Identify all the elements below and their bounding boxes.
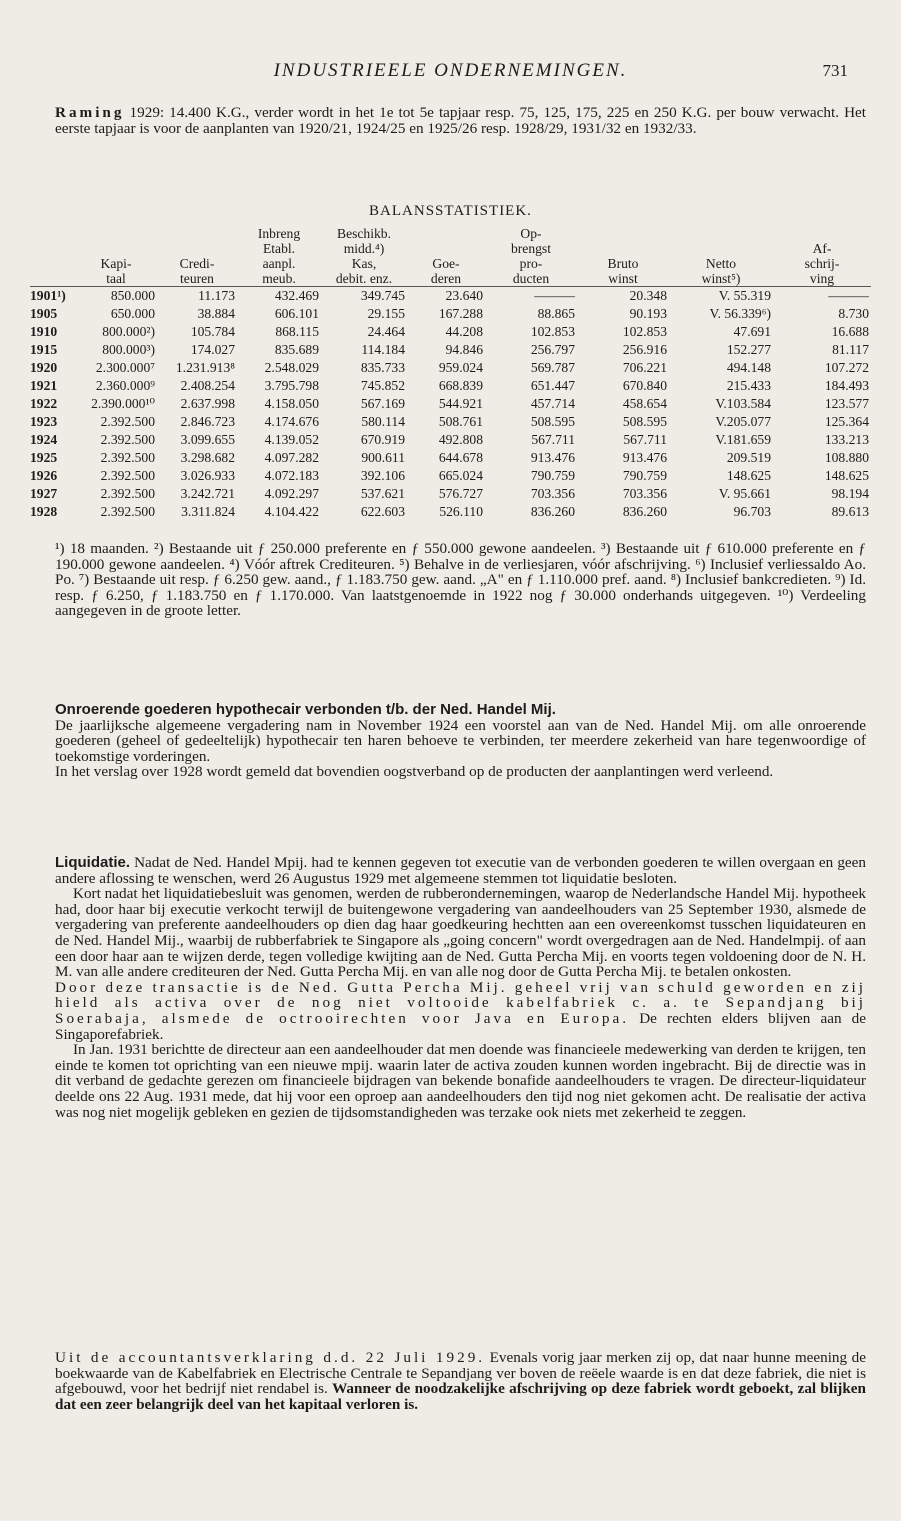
table-cell: 4.158.050	[264, 396, 319, 411]
table-cell: 256.797	[530, 342, 575, 357]
accountant-text: Evenals vorig jaar merken zij op, dat naar hunne meening de boekwaarde van de Kabelfabriek en Electrische Centrale te Sepandjang ver boven de reëele waarde is en dat deze fabriek, die niet is afgebouwd, voor het bedrijf niet rendabel is.	[55, 1349, 866, 1398]
table-cell: V. 56.339⁶)	[709, 306, 771, 321]
table-header-row	[30, 226, 871, 287]
table-cell: 3.099.655	[180, 432, 235, 447]
table-cell: V.205.077	[715, 414, 771, 429]
table-cell: 108.880	[824, 450, 869, 465]
table-row	[30, 287, 871, 306]
table-cell: 3.311.824	[181, 504, 235, 519]
table-cell: 703.356	[622, 486, 667, 501]
table-cell: 3.026.933	[180, 468, 235, 483]
table-cell: 184.493	[824, 378, 869, 393]
table-cell: 152.277	[726, 342, 771, 357]
table-title: BALANSSTATISTIEK.	[369, 203, 532, 219]
liquidatie-text-2: Kort nadat het liquidatiebesluit was genomen, werden de rubberondernemingen, waarop de Nederlandsche Handel Mij. hypotheek had, door haar bij executie verkocht terwijl de buitengewone vergadering van aandeelhouders van 25 September 1930, alsmede de vergadering van preferente aandeelhouders op dien dag haar goedkeuring hechtten aan een overeenkomst tusschen liquidateuren en de Ned. Handel Mij., waarbij de rubberfabriek te Singapore als „going concern" wordt overgedragen aan de Ned. Handelmpij. of aan een door haar aan te wijzen derde, tegen volledige kwijting aan de Ned. Gutta Percha Mij. en voorts tegen voldoening door de N. H. M. van alle andere crediteuren der Ned. Gutta Percha Mij. en van alle nog door de Gutta Percha Mij. te betalen onkosten.	[55, 885, 866, 981]
table-column-header: Bruto winst	[577, 226, 669, 287]
liquidatie-text-1: Nadat de Ned. Handel Mpij. had te kennen gegeven tot executie van de verbonden goederen te willen overgaan en geen andere aflossing te wenschen, werd 26 Augustus 1929 met algemeene stemmen tot liquidatie besloten.	[55, 854, 866, 887]
table-cell: 114.184	[361, 342, 405, 357]
table-cell: 256.916	[622, 342, 667, 357]
table-cell: 567.711	[531, 432, 575, 447]
table-row	[30, 431, 871, 449]
raming-paragraph	[55, 105, 866, 136]
table-cell: V. 95.661	[718, 486, 771, 501]
table-cell: 94.846	[445, 342, 483, 357]
table-cell: 2.392.500	[100, 432, 155, 447]
table-year-cell: 1915	[30, 342, 58, 357]
table-row	[30, 485, 871, 503]
liquidatie-spaced-tail: De rechten elders blijven aan de Singaporefabriek.	[55, 1009, 866, 1043]
table-cell: ———	[828, 288, 869, 303]
table-cell: 349.745	[360, 288, 405, 303]
table-column-header: Op- brengst pro- ducten	[485, 226, 577, 287]
table-cell: V.181.659	[715, 432, 771, 447]
table-cell: 209.519	[726, 450, 771, 465]
onroerende-text-1: De jaarlijksche algemeene vergadering nam in November 1924 een voorstel aan van de Ned. Handel Mij. om alle onroerende goederen (geheel of gedeeltelijk) hypothecair ten haren behoeve te verbinden, ter meerdere zekerheid van hare tegenwoordige of toekomstige vorderingen.	[55, 716, 866, 765]
table-cell: 2.300.000⁷	[95, 360, 155, 375]
table-cell: 8.730	[838, 306, 869, 321]
table-cell: 800.000²)	[102, 324, 155, 339]
table-cell: ———	[534, 288, 575, 303]
table-row	[30, 413, 871, 431]
table-cell: 2.392.500	[100, 450, 155, 465]
table-cell: 392.106	[360, 468, 405, 483]
table-cell: 706.221	[622, 360, 667, 375]
accountant-section	[55, 1350, 866, 1412]
table-cell: 3.795.798	[264, 378, 319, 393]
table-cell: 790.759	[622, 468, 667, 483]
table-cell: 458.654	[622, 396, 667, 411]
table-cell: 492.808	[438, 432, 483, 447]
table-cell: 606.101	[274, 306, 319, 321]
table-row	[30, 341, 871, 359]
table-year-cell: 1922	[30, 396, 58, 411]
table-cell: 2.548.029	[264, 360, 319, 375]
table-cell: 44.208	[445, 324, 483, 339]
table-column-header: Goe- deren	[407, 226, 485, 287]
table-cell: 1.231.913⁸	[175, 360, 235, 375]
table-row	[30, 323, 871, 341]
table-cell: 3.242.721	[180, 486, 235, 501]
table-year-cell: 1928	[30, 504, 58, 519]
table-cell: 2.392.500	[100, 486, 155, 501]
table-cell: 123.577	[824, 396, 869, 411]
table-column-header: Inbreng Etabl. aanpl. meub.	[237, 226, 321, 287]
table-column-header: Netto winst⁵)	[669, 226, 773, 287]
running-header: INDUSTRIEELE ONDERNEMINGEN.	[273, 60, 628, 81]
table-cell: 567.711	[623, 432, 667, 447]
table-column-header: Credi- teuren	[157, 226, 237, 287]
table-cell: 133.213	[824, 432, 869, 447]
table-cell: 835.689	[274, 342, 319, 357]
table-cell: 508.761	[438, 414, 483, 429]
table-cell: 668.839	[438, 378, 483, 393]
table-year-cell: 1926	[30, 468, 58, 483]
table-cell: 622.603	[360, 504, 405, 519]
table-cell: 670.840	[622, 378, 667, 393]
table-cell: V.103.584	[715, 396, 771, 411]
table-cell: 167.288	[438, 306, 483, 321]
table-cell: 88.865	[537, 306, 575, 321]
accountant-bold: Wanneer de noodzakelijke afschrijving op deze fabriek wordt geboekt, zal blijken dat een zeer belangrijk deel van het kapitaal verloren is.	[55, 1380, 866, 1413]
table-cell: 89.613	[831, 504, 869, 519]
balance-table	[30, 226, 871, 521]
table-cell: 47.691	[733, 324, 771, 339]
table-cell: 90.193	[629, 306, 667, 321]
table-cell: 800.000³)	[102, 342, 155, 357]
table-cell: 868.115	[275, 324, 319, 339]
table-cell: 4.139.052	[264, 432, 319, 447]
table-cell: 81.117	[832, 342, 869, 357]
table-cell: 29.155	[367, 306, 405, 321]
table-cell: 102.853	[622, 324, 667, 339]
table-cell: 959.024	[438, 360, 483, 375]
table-column-header: Kapi- taal	[75, 226, 157, 287]
table-cell: 913.476	[622, 450, 667, 465]
table-row	[30, 305, 871, 323]
table-cell: 125.364	[824, 414, 869, 429]
table-cell: 494.148	[726, 360, 771, 375]
table-cell: 745.852	[360, 378, 405, 393]
table-row	[30, 503, 871, 521]
table-cell: 4.092.297	[264, 486, 319, 501]
table-cell: 107.272	[824, 360, 869, 375]
table-cell: 2.408.254	[180, 378, 235, 393]
table-cell: 148.625	[726, 468, 771, 483]
table-cell: 2.392.500	[100, 468, 155, 483]
table-cell: 20.348	[629, 288, 667, 303]
table-cell: 4.072.183	[264, 468, 319, 483]
table-cell: 96.703	[733, 504, 771, 519]
page-number: 731	[822, 61, 848, 80]
table-cell: 2.360.000⁹	[95, 378, 155, 393]
table-cell: 790.759	[530, 468, 575, 483]
liquidatie-heading: Liquidatie.	[55, 854, 130, 871]
table-cell: 913.476	[530, 450, 575, 465]
table-year-cell: 1901¹)	[30, 288, 66, 303]
table-cell: 576.727	[438, 486, 483, 501]
table-cell: 537.621	[360, 486, 405, 501]
raming-lead: Raming	[55, 104, 125, 121]
table-year-cell: 1925	[30, 450, 58, 465]
table-cell: 569.787	[530, 360, 575, 375]
table-column-header: Af- schrij- ving	[773, 226, 871, 287]
table-year-cell: 1924	[30, 432, 58, 447]
table-column-header: Beschikb. midd.⁴) Kas, debit. enz.	[321, 226, 407, 287]
table-row	[30, 377, 871, 395]
table-cell: 665.024	[438, 468, 483, 483]
table-cell: 651.447	[530, 378, 575, 393]
table-cell: 900.611	[361, 450, 405, 465]
table-year-cell: 1923	[30, 414, 58, 429]
table-cell: 2.392.500	[100, 504, 155, 519]
table-cell: 98.194	[831, 486, 869, 501]
table-cell: 526.110	[439, 504, 483, 519]
table-cell: 16.688	[831, 324, 869, 339]
table-cell: 215.433	[726, 378, 771, 393]
table-cell: 4.097.282	[264, 450, 319, 465]
onroerende-text-2: In het verslag over 1928 wordt gemeld dat bovendien oogstverband op de producten der aanplantingen werd verleend.	[55, 763, 774, 781]
table-cell: 432.469	[274, 288, 319, 303]
table-year-cell: 1921	[30, 378, 58, 393]
table-cell: 102.853	[530, 324, 575, 339]
table-year-cell: 1905	[30, 306, 58, 321]
table-cell: 836.260	[530, 504, 575, 519]
accountant-lead: Uit de accountantsverklaring d.d. 22 Juli 1929.	[55, 1349, 486, 1366]
table-cell: 148.625	[824, 468, 869, 483]
table-cell: 508.595	[622, 414, 667, 429]
footnotes: ¹) 18 maanden. ²) Bestaande uit ƒ 250.000 preferente en ƒ 550.000 gewone aandeelen. ³) Bestaande uit ƒ 610.000 preferente en ƒ 190.000 gewone aandeelen. ⁴) Vóór aftrek Crediteuren. ⁵) Behalve in de verliesjaren, vóór afschrijving. ⁶) Inclusief verliessaldo Ao. Po. ⁷) Bestaande uit resp. ƒ 6.250 gew. aand., ƒ 1.183.750 gew. aand. „A" en ƒ 1.110.000 pref. aand. ⁸) Inclusief bankcredieten. ⁹) Id. resp. ƒ 6.250, ƒ 1.183.750 en ƒ 1.170.000. Van laatstgenoemde in 1922 nog ƒ 30.000 onderhands uitgegeven. ¹⁰) Verdeeling aangegeven in de groote letter.	[55, 540, 866, 620]
liquidatie-text-3: In Jan. 1931 berichtte de directeur aan een aandeelhouder dat men doende was financieele medewerking van derden te krijgen, ten einde te komen tot oprichting van een nieuwe mpij. waarin later de activa zouden kunnen worden ingebracht. Bij de directie was in dit verband de gedachte gerezen om financieele bijdragen van bekende bonafide aandeelhouders te vragen. De directeur-liquidateur deelde ons 22 Aug. 1931 mede, dat hij voor een oproep aan aandeelhouders den tijd nog niet gekomen acht. De realisatie der activa was nog niet mogelijk gebleken en gezien de tijdsomstandigheden was terzake ook niets met zekerheid te zeggen.	[55, 1041, 866, 1121]
table-body	[30, 287, 871, 522]
table-cell: 23.640	[445, 288, 483, 303]
table-cell: 2.392.500	[100, 414, 155, 429]
table-cell: 567.169	[360, 396, 405, 411]
table-cell: 836.260	[622, 504, 667, 519]
table-cell: 508.595	[530, 414, 575, 429]
table-cell: 4.104.422	[264, 504, 319, 519]
table-cell: 105.784	[190, 324, 235, 339]
table-cell: 4.174.676	[264, 414, 319, 429]
table-year-cell: 1920	[30, 360, 58, 375]
table-cell: 850.000	[110, 288, 155, 303]
table-cell: 2.390.000¹⁰	[91, 396, 155, 411]
table-cell: 703.356	[530, 486, 575, 501]
table-row	[30, 395, 871, 413]
table-row	[30, 449, 871, 467]
table-cell: 2.637.998	[180, 396, 235, 411]
balance-table-wrap	[30, 226, 870, 521]
table-cell: 38.884	[197, 306, 235, 321]
table-cell: 24.464	[367, 324, 405, 339]
table-cell: 174.027	[190, 342, 235, 357]
table-cell: 457.714	[530, 396, 575, 411]
table-cell: 580.114	[361, 414, 405, 429]
table-cell: 650.000	[110, 306, 155, 321]
table-cell: 2.846.723	[180, 414, 235, 429]
table-row	[30, 467, 871, 485]
liquidatie-spaced: Door deze transactie is de Ned. Gutta Percha Mij. geheel vrij van schuld geworden en zij hield als activa over de nog niet voltooide kabelfabriek c. a. te Sepandjang bij Soerabaja, alsmede de octrooirechten voor Java en Europa.	[55, 978, 866, 1027]
table-cell: 670.919	[360, 432, 405, 447]
table-cell: 11.173	[198, 288, 235, 303]
table-cell: V. 55.319	[718, 288, 771, 303]
raming-text: 1929: 14.400 K.G., verder wordt in het 1e tot 5e tapjaar resp. 75, 125, 175, 225 en 250 K.G. per bouw verwacht. Het eerste tapjaar is voor de aanplanten van 1920/21, 1924/25 en 1925/26 resp. 1928/29, 1931/32 en 1932/33.	[55, 104, 866, 137]
table-year-cell: 1910	[30, 324, 58, 339]
table-column-header	[30, 226, 75, 287]
table-cell: 3.298.682	[180, 450, 235, 465]
table-year-cell: 1927	[30, 486, 58, 501]
onroerende-section	[55, 702, 866, 780]
table-cell: 835.733	[360, 360, 405, 375]
table-cell: 644.678	[438, 450, 483, 465]
table-cell: 544.921	[438, 396, 483, 411]
liquidatie-section	[55, 855, 866, 1120]
table-row	[30, 359, 871, 377]
onroerende-heading: Onroerende goederen hypothecair verbonden t/b. der Ned. Handel Mij.	[55, 701, 556, 718]
